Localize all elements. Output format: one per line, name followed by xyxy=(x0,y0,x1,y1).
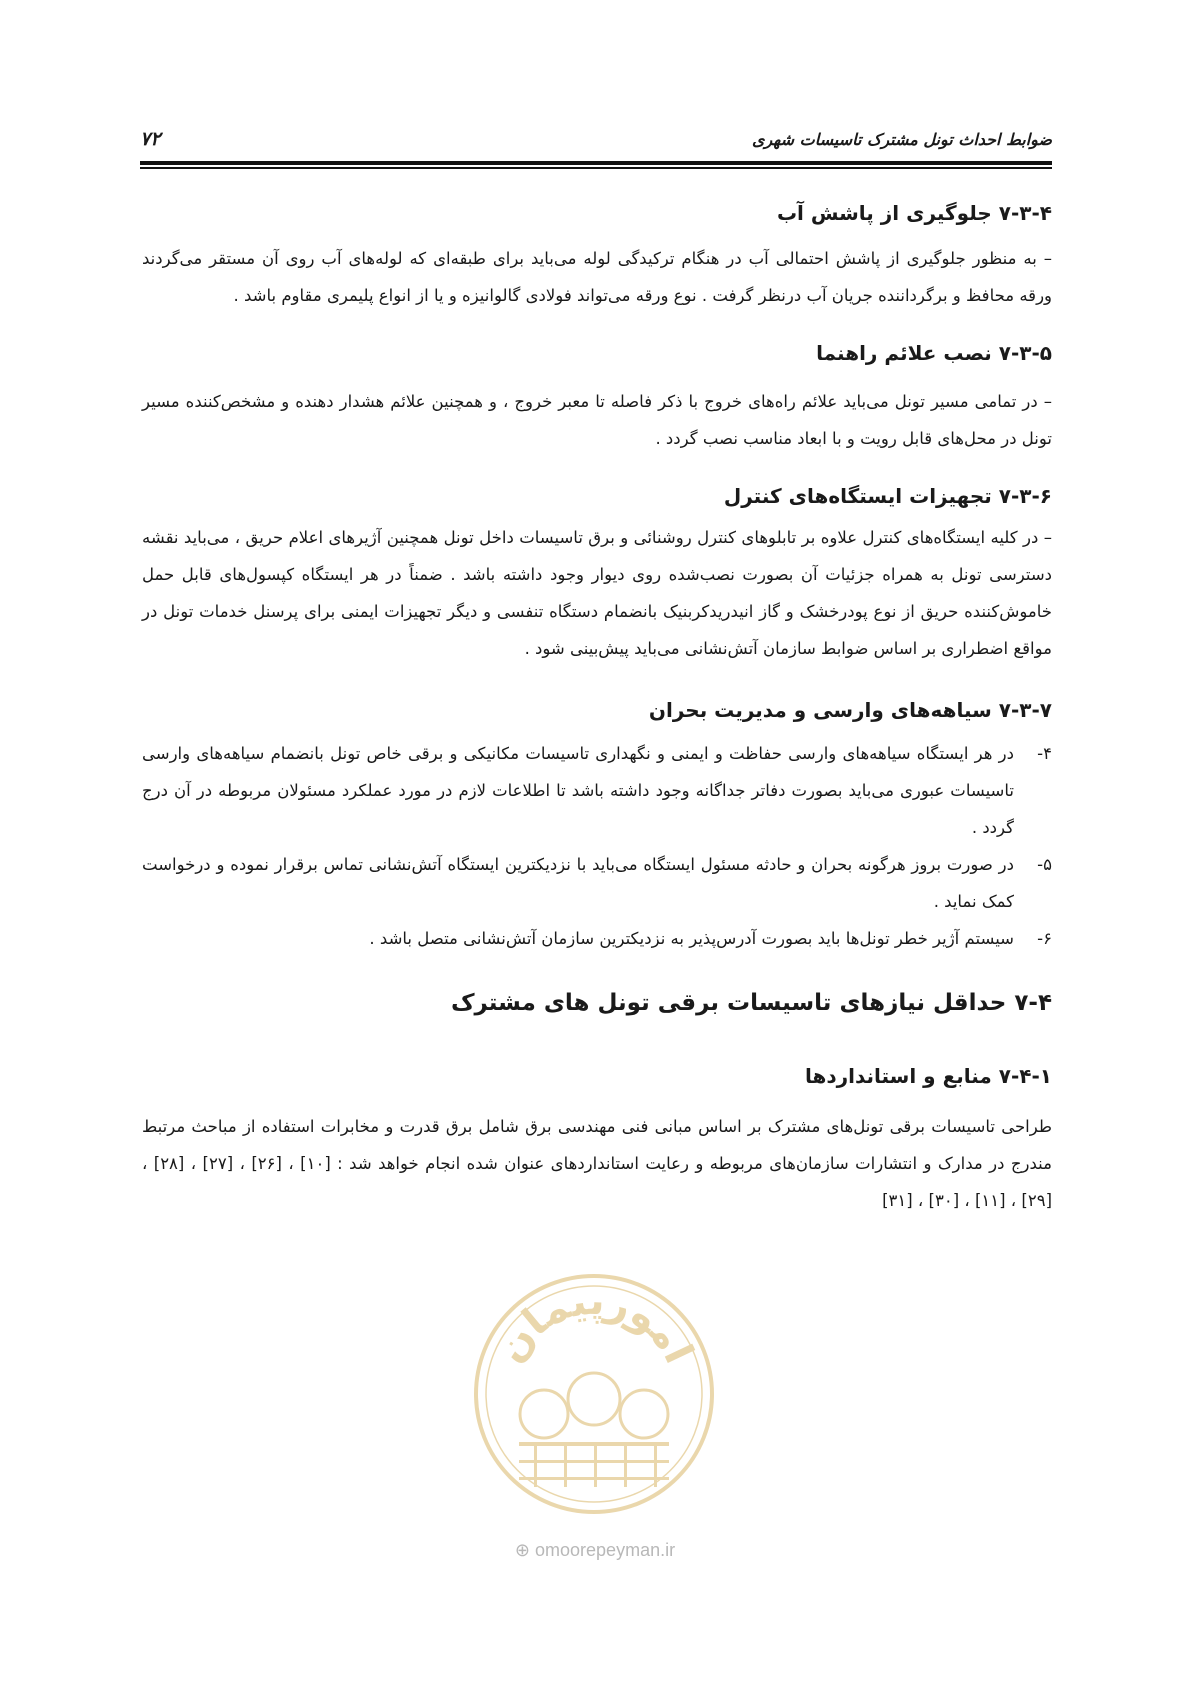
list-item-number: ۶- xyxy=(1037,929,1052,948)
section-heading-7-4: ۷-۴ حداقل نیازهای تاسیسات برقی تونل های مشترک xyxy=(450,990,1052,1016)
running-title: ضوابط احداث تونل مشترک تاسیسات شهری xyxy=(751,130,1052,149)
list-item-number: ۵- xyxy=(1037,855,1052,874)
header-rule xyxy=(140,161,1052,165)
watermark-domain xyxy=(480,1540,710,1561)
watermark-logo-text: امورپیمان xyxy=(487,1277,702,1371)
list-item xyxy=(142,735,1052,846)
section-heading-7-3-6: ۷-۳-۶ تجهیزات ایستگاه‌های کنترل xyxy=(723,484,1052,508)
svg-text:امورپیمان xyxy=(487,1278,702,1371)
watermark-logo xyxy=(464,1264,724,1524)
list-item-text: در صورت بروز هرگونه بحران و حادثه مسئول ایستگاه می‌باید با نزدیکترین ایستگاه آتش‌نشانی تماس برقرار نموده و درخواست کمک نماید . xyxy=(142,855,1014,911)
list-item-text: سیستم آژیر خطر تونل‌ها باید بصورت آدرس‌پذیر به نزدیکترین سازمان آتش‌نشانی متصل باشد . xyxy=(369,929,1014,948)
checklist-items xyxy=(142,735,1052,957)
section-heading-7-3-5: ۷-۳-۵ نصب علائم راهنما xyxy=(816,341,1052,365)
header-rule-thin xyxy=(140,167,1052,169)
section-heading-7-3-7: ۷-۳-۷ سیاهه‌های وارسی و مدیریت بحران xyxy=(648,698,1052,722)
list-item xyxy=(142,920,1052,957)
section-paragraph-7-3-4: – به منظور جلوگیری از پاشش احتمالی آب در هنگام ترکیدگی لوله می‌باید برای طبقه‌ای که لوله‌های آب روی آن مستقر می‌گردند ورقه محافظ و برگرداننده جریان آب درنظر گرفت . نوع ورقه می‌تواند فولادی گالوانیزه و یا از انواع پلیمری مقاوم باشد . xyxy=(142,249,1052,305)
section-paragraph-7-4-1: طراحی تاسیسات برقی تونل‌های مشترک بر اساس مبانی فنی مهندسی برق شامل برق قدرت و مخابرات استفاده از مباحث مرتبط مندرج در مدارک و انتشارات سازمان‌های مربوطه و رعایت استانداردهای عنوان شده انجام خواهد شد : [۱۰] ، [۲۶] ، [۲۷] ، [۲۸] ، [۲۹] ، [۱۱] ، [۳۰] ، [۳۱] xyxy=(142,1117,1052,1210)
section-paragraph-7-3-6: – در کلیه ایستگاه‌های کنترل علاوه بر تابلوهای کنترل روشنائی و برق تاسیسات داخل تونل همچنین آژیرهای اعلام حریق ، می‌باید نقشه دسترسی تونل به همراه جزئیات آن بصورت نصب‌شده روی دیوار وجود داشته باشد . ضمناً در هر ایستگاه کپسول‌های قابل حمل خاموش‌کننده حریق از نوع پودرخشک و گاز انیدریدکربنیک بانضمام دستگاه تنفسی و دیگر تجهیزات ایمنی برای پرسنل خدمات تونل در مواقع اضطراری بر اساس ضوابط سازمان آتش‌نشانی می‌باید پیش‌بینی شود . xyxy=(142,528,1052,658)
main-content xyxy=(142,198,1052,1219)
section-heading-7-3-4: ۷-۳-۴ جلوگیری از پاشش آب xyxy=(776,201,1052,225)
running-header xyxy=(140,128,1052,152)
list-item-number: ۴- xyxy=(1037,744,1052,763)
list-item-text: در هر ایستگاه سیاهه‌های وارسی حفاظت و ایمنی و نگهداری تاسیسات مکانیکی و برقی خاص تونل بانضمام سیاهه‌های وارسی تاسیسات عبوری می‌باید بصورت دفاتر جداگانه وجود داشته باشد تا اطلاعات لازم در مورد عملکرد مسئولان مربوطه در آن درج گردد . xyxy=(142,744,1014,837)
section-heading-7-4-1: ۷-۴-۱ منابع و استانداردها xyxy=(804,1064,1052,1088)
watermark-globe-icon: ⊕ xyxy=(514,1540,530,1560)
list-item xyxy=(142,846,1052,920)
section-paragraph-7-3-5: – در تمامی مسیر تونل می‌باید علائم راه‌های خروج با ذکر فاصله تا معبر خروج ، و همچنین علائم هشدار دهنده و مشخص‌کننده مسیر تونل در محل‌های قابل رویت و با ابعاد مناسب نصب گردد . xyxy=(142,392,1052,448)
page-number: ۷۲ xyxy=(140,128,161,150)
watermark-domain-text: omoorepeyman.ir xyxy=(535,1540,676,1560)
